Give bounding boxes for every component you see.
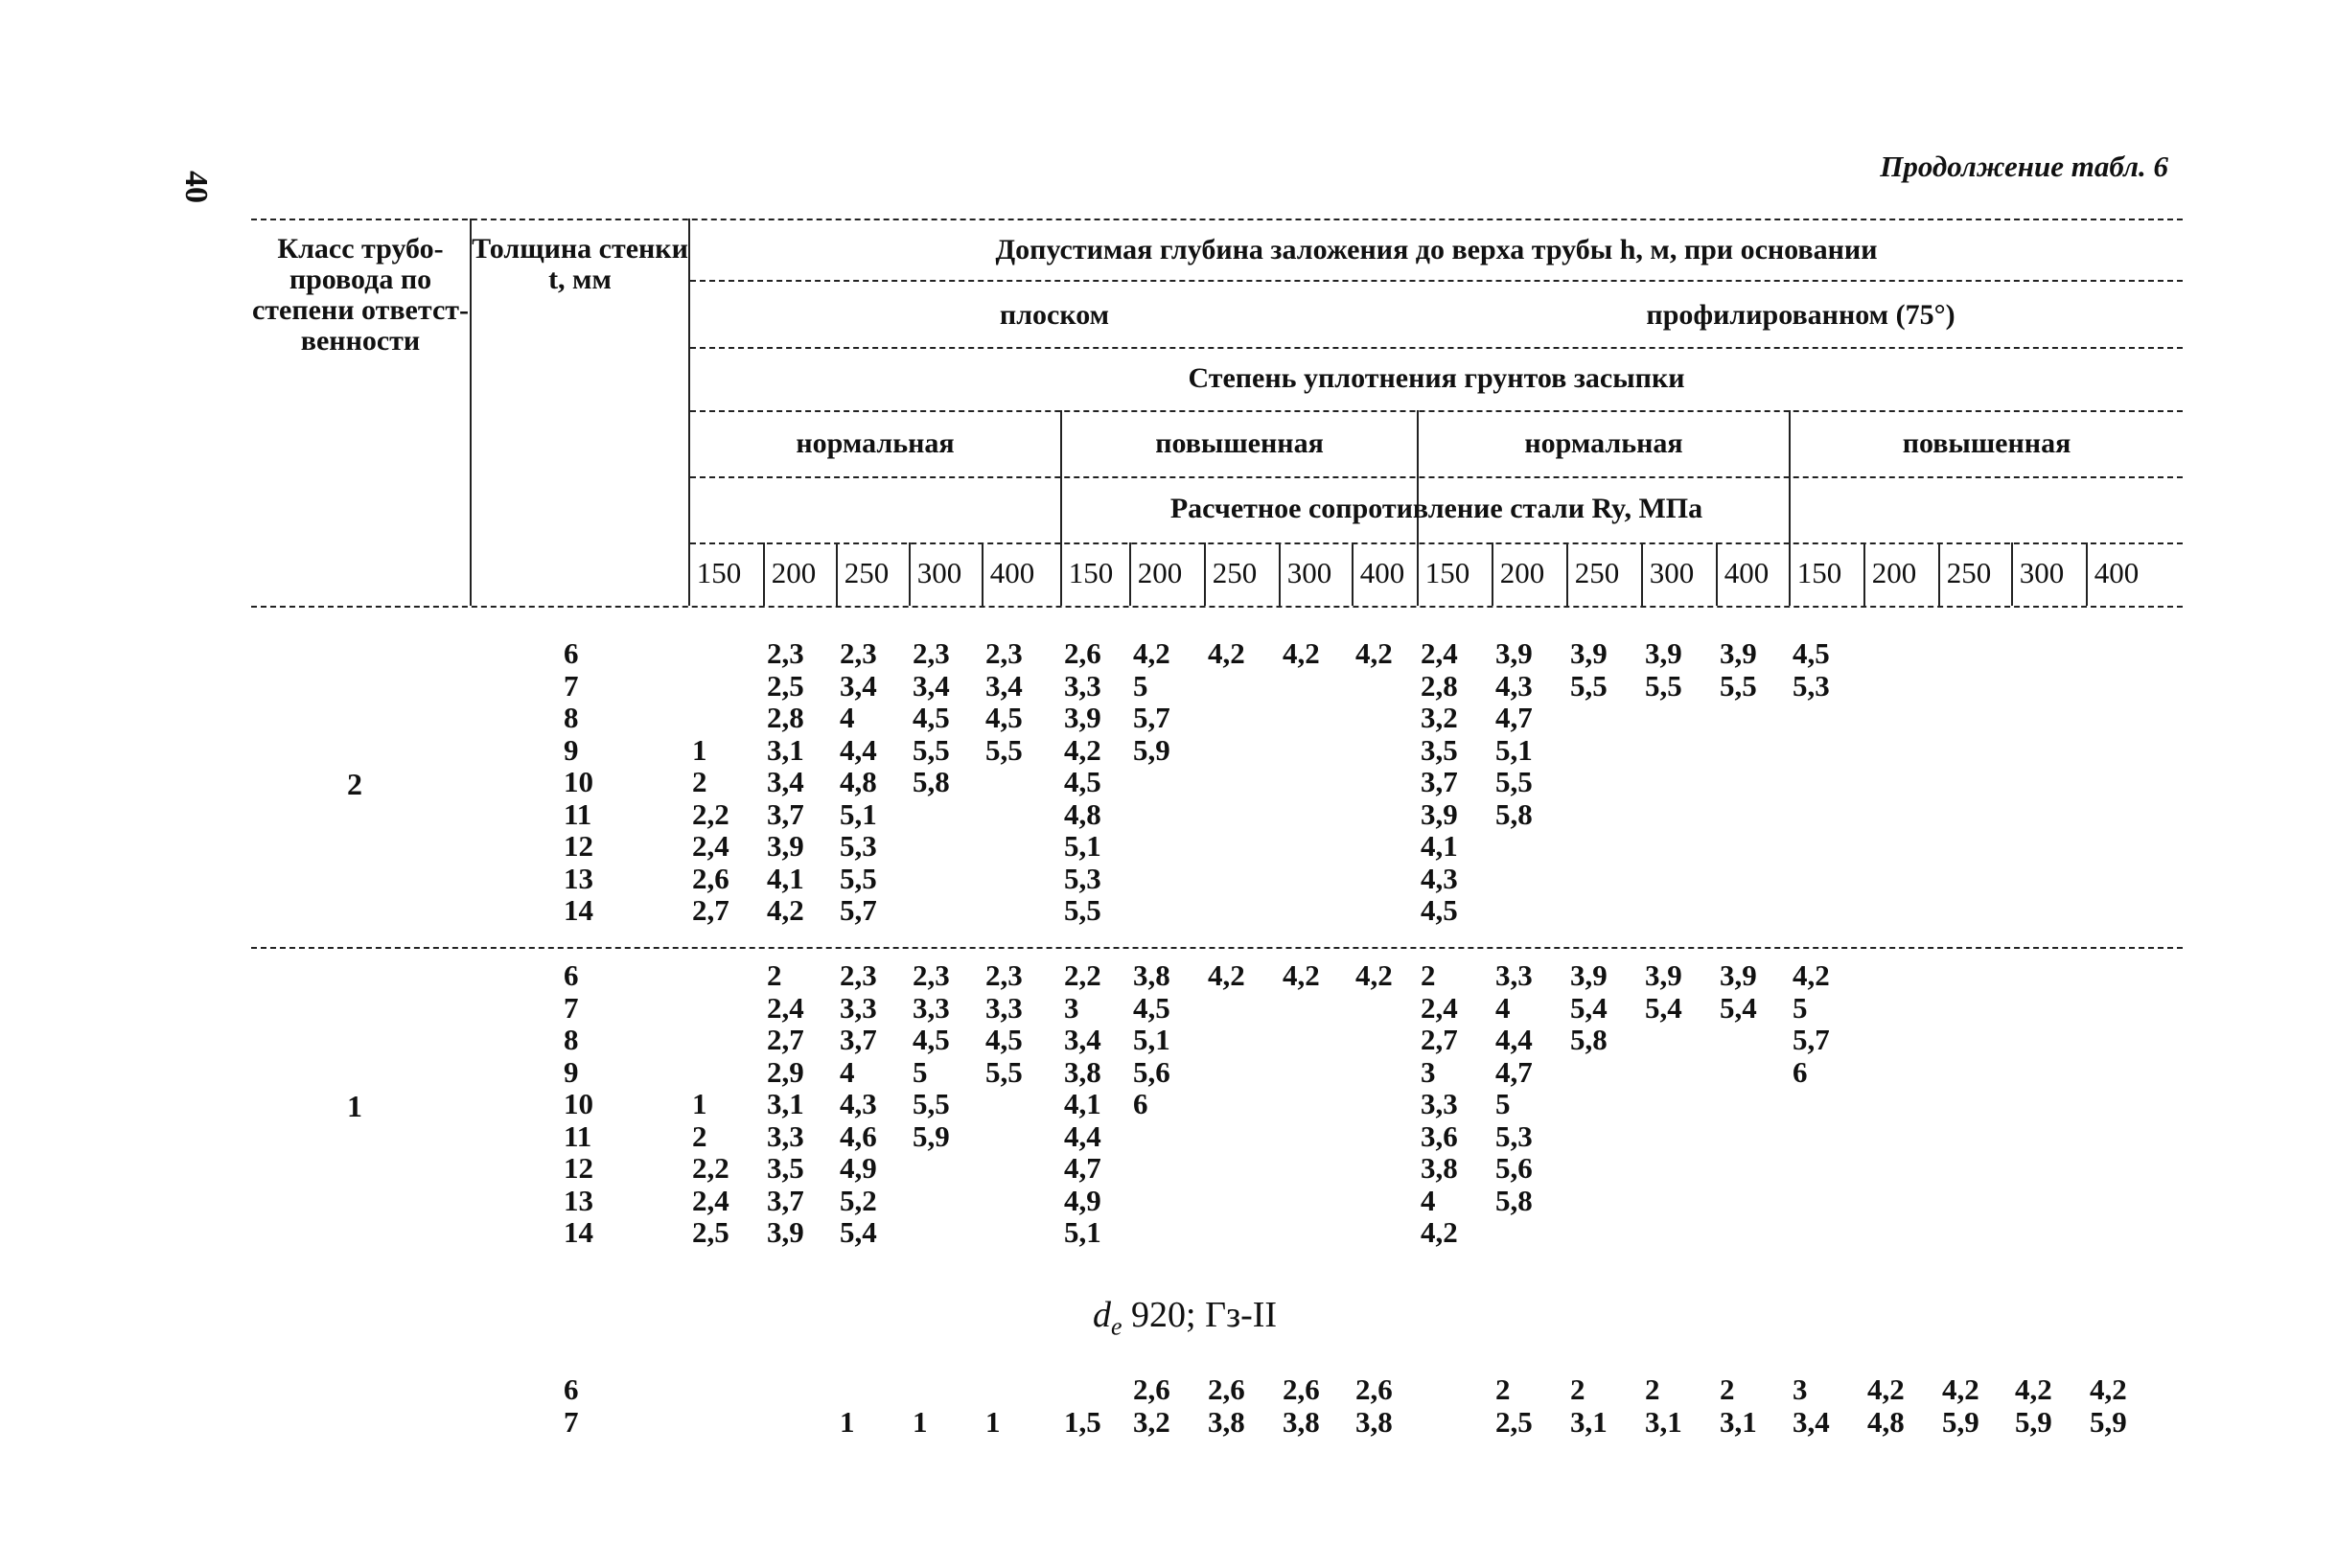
section-divider xyxy=(251,947,2183,949)
value-cell: 5,3 xyxy=(1793,668,1830,703)
value-cell: 4,5 xyxy=(913,1023,950,1056)
value-cell: 5,7 xyxy=(1793,1023,1830,1056)
resistance-col-divider xyxy=(1204,542,1206,606)
value-cell: 3,2 xyxy=(1133,1404,1170,1439)
value-cell: 2,6 xyxy=(1208,1372,1245,1406)
value-cell: 3,3 xyxy=(985,990,1023,1025)
thickness-cell: 13 xyxy=(564,861,593,895)
value-cell: 4,4 xyxy=(840,732,877,767)
value-cell: 3,4 xyxy=(1064,1023,1101,1056)
value-cell: 3,3 xyxy=(767,1118,804,1153)
table-continuation-label: Продолжение табл. 6 xyxy=(1880,150,2168,183)
value-cell: 3,2 xyxy=(1421,701,1458,734)
value-cell: 2,6 xyxy=(1283,1372,1320,1406)
resistance-value-cell: 150 xyxy=(696,556,742,589)
resistance-value-cell: 250 xyxy=(1574,556,1620,589)
value-cell: 3,8 xyxy=(1283,1404,1320,1439)
value-cell: 3,9 xyxy=(1570,636,1608,670)
value-cell: 2,6 xyxy=(692,861,729,895)
value-cell: 4,2 xyxy=(1208,636,1245,670)
value-cell: 2,8 xyxy=(767,701,804,734)
value-cell: 5,9 xyxy=(2015,1404,2052,1439)
value-cell: 1 xyxy=(692,732,707,767)
value-cell: 5,5 xyxy=(913,732,950,767)
value-cell: 6 xyxy=(1793,1054,1808,1089)
class-cell: 2 xyxy=(347,767,362,801)
resistance-col-divider xyxy=(2086,542,2088,606)
value-cell: 2,4 xyxy=(1421,636,1458,670)
value-cell: 2,3 xyxy=(767,636,804,670)
resistance-col-divider xyxy=(836,542,838,606)
resistance-value-cell: 400 xyxy=(2094,556,2140,589)
value-cell: 3,9 xyxy=(1495,636,1533,670)
value-cell: 4,8 xyxy=(840,765,877,798)
thickness-cell: 12 xyxy=(564,1151,593,1185)
value-cell: 4,5 xyxy=(1793,636,1830,670)
value-cell: 5 xyxy=(1495,1087,1511,1120)
thickness-cell: 6 xyxy=(564,1372,579,1406)
resistance-value-cell: 200 xyxy=(1871,556,1917,589)
value-cell: 3,7 xyxy=(1421,765,1458,798)
value-cell: 5,1 xyxy=(1064,1215,1101,1249)
resistance-value-cell: 400 xyxy=(1724,556,1770,589)
header-col-divider xyxy=(688,219,690,606)
header-rule xyxy=(690,476,2183,478)
resistance-col-divider xyxy=(1641,542,1643,606)
resistance-col-divider xyxy=(909,542,911,606)
resistance-value-cell: 200 xyxy=(1499,556,1545,589)
value-cell: 4,2 xyxy=(1208,958,1245,992)
header-rule xyxy=(690,410,2183,412)
value-cell: 2,2 xyxy=(692,1151,729,1185)
value-cell: 3,4 xyxy=(913,668,950,703)
value-cell: 2,3 xyxy=(840,636,877,670)
value-cell: 3,9 xyxy=(1645,636,1682,670)
value-cell: 3 xyxy=(1793,1372,1808,1406)
resistance-col-divider xyxy=(1566,542,1568,606)
value-cell: 3,7 xyxy=(767,796,804,831)
value-cell: 4 xyxy=(1495,990,1511,1025)
value-cell: 4,5 xyxy=(985,1023,1023,1056)
value-cell: 3,4 xyxy=(1793,1404,1830,1439)
value-cell: 3,3 xyxy=(913,990,950,1025)
value-cell: 5,5 xyxy=(1570,668,1608,703)
value-cell: 4,2 xyxy=(1942,1372,1979,1406)
header-normal-flat: нормальная xyxy=(796,427,955,459)
value-cell: 5,5 xyxy=(1645,668,1682,703)
value-cell: 2,5 xyxy=(767,668,804,703)
value-cell: 4,6 xyxy=(840,1118,877,1153)
thickness-cell: 11 xyxy=(564,1118,592,1153)
value-cell: 3 xyxy=(1421,1054,1436,1089)
value-cell: 4,2 xyxy=(1064,732,1101,767)
value-cell: 4,1 xyxy=(767,861,804,895)
value-cell: 5,6 xyxy=(1133,1054,1170,1089)
value-cell: 4 xyxy=(840,701,855,734)
value-cell: 5,5 xyxy=(985,1054,1023,1089)
header-profiled: профилированном (75°) xyxy=(1646,299,1955,331)
value-cell: 4,2 xyxy=(1283,958,1320,992)
value-cell: 5,5 xyxy=(985,732,1023,767)
value-cell: 4,9 xyxy=(840,1151,877,1185)
value-cell: 5,5 xyxy=(1064,893,1101,927)
thickness-cell: 14 xyxy=(564,893,593,927)
value-cell: 3,9 xyxy=(1570,958,1608,992)
value-cell: 3,1 xyxy=(767,1087,804,1120)
value-cell: 4,4 xyxy=(1064,1118,1101,1153)
value-cell: 2,3 xyxy=(985,636,1023,670)
value-cell: 5,7 xyxy=(840,893,877,927)
value-cell: 4,1 xyxy=(1064,1087,1101,1120)
value-cell: 3,7 xyxy=(840,1023,877,1056)
value-cell: 3,9 xyxy=(1720,958,1757,992)
value-cell: 5,4 xyxy=(1720,990,1757,1025)
thickness-cell: 14 xyxy=(564,1215,593,1249)
value-cell: 2 xyxy=(1495,1372,1511,1406)
resistance-value-cell: 200 xyxy=(771,556,817,589)
value-cell: 5,1 xyxy=(1495,732,1533,767)
value-cell: 3,5 xyxy=(767,1151,804,1185)
value-cell: 5,4 xyxy=(1570,990,1608,1025)
value-cell: 2,7 xyxy=(767,1023,804,1056)
thickness-cell: 10 xyxy=(564,765,593,798)
value-cell: 3,7 xyxy=(767,1183,804,1217)
resistance-col-divider xyxy=(1129,542,1131,606)
value-cell: 3,8 xyxy=(1421,1151,1458,1185)
value-cell: 2,6 xyxy=(1064,636,1101,670)
value-cell: 2,5 xyxy=(1495,1404,1533,1439)
value-cell: 4,4 xyxy=(1495,1023,1533,1056)
value-cell: 4,3 xyxy=(1495,668,1533,703)
value-cell: 4,1 xyxy=(1421,829,1458,863)
thickness-cell: 6 xyxy=(564,958,579,992)
thickness-cell: 9 xyxy=(564,732,579,767)
value-cell: 4,2 xyxy=(2015,1372,2052,1406)
value-cell: 3 xyxy=(1064,990,1079,1025)
value-cell: 2,3 xyxy=(985,958,1023,992)
value-cell: 2,4 xyxy=(692,1183,729,1217)
thickness-cell: 13 xyxy=(564,1183,593,1217)
resistance-col-divider xyxy=(1492,542,1493,606)
value-cell: 2,3 xyxy=(913,958,950,992)
value-cell: 4 xyxy=(840,1054,855,1089)
resistance-col-divider xyxy=(763,542,765,606)
resistance-col-divider xyxy=(1863,542,1865,606)
value-cell: 4,7 xyxy=(1064,1151,1101,1185)
value-cell: 2,2 xyxy=(1064,958,1101,992)
header-flat: плоском xyxy=(999,299,1110,331)
thickness-cell: 11 xyxy=(564,796,592,831)
value-cell: 4,8 xyxy=(1867,1404,1905,1439)
value-cell: 1 xyxy=(692,1087,707,1120)
value-cell: 3,9 xyxy=(1645,958,1682,992)
value-cell: 4,5 xyxy=(913,701,950,734)
value-cell: 3,3 xyxy=(1421,1087,1458,1120)
value-cell: 5,5 xyxy=(1495,765,1533,798)
resistance-value-cell: 250 xyxy=(1946,556,1992,589)
value-cell: 5,5 xyxy=(840,861,877,895)
value-cell: 2,4 xyxy=(1421,990,1458,1025)
resistance-col-divider xyxy=(982,542,983,606)
value-cell: 5,9 xyxy=(1942,1404,1979,1439)
value-cell: 4,2 xyxy=(1355,958,1393,992)
value-cell: 1 xyxy=(913,1404,928,1439)
value-cell: 4,2 xyxy=(1355,636,1393,670)
header-increased-profiled: повышенная xyxy=(1902,427,2071,459)
value-cell: 4,2 xyxy=(1867,1372,1905,1406)
value-cell: 5,8 xyxy=(1570,1023,1608,1056)
value-cell: 4,9 xyxy=(1064,1183,1101,1217)
value-cell: 4,7 xyxy=(1495,1054,1533,1089)
resistance-value-cell: 400 xyxy=(989,556,1035,589)
value-cell: 4,5 xyxy=(985,701,1023,734)
value-cell: 3,9 xyxy=(767,1215,804,1249)
value-cell: 4,2 xyxy=(2090,1372,2127,1406)
value-cell: 1 xyxy=(840,1404,855,1439)
value-cell: 2 xyxy=(1421,958,1436,992)
value-cell: 5,7 xyxy=(1133,701,1170,734)
value-cell: 5,4 xyxy=(840,1215,877,1249)
value-cell: 4 xyxy=(1421,1183,1436,1217)
value-cell: 1 xyxy=(985,1404,1001,1439)
resistance-value-cell: 150 xyxy=(1068,556,1114,589)
value-cell: 2,7 xyxy=(1421,1023,1458,1056)
value-cell: 1,5 xyxy=(1064,1404,1101,1439)
value-cell: 5,9 xyxy=(1133,732,1170,767)
header-increased-flat: повышенная xyxy=(1155,427,1324,459)
thickness-cell: 8 xyxy=(564,1023,579,1056)
thickness-cell: 7 xyxy=(564,668,579,703)
value-cell: 2 xyxy=(1570,1372,1585,1406)
value-cell: 3,4 xyxy=(840,668,877,703)
thickness-cell: 9 xyxy=(564,1054,579,1089)
thickness-cell: 12 xyxy=(564,829,593,863)
thickness-cell: 6 xyxy=(564,636,579,670)
value-cell: 5,5 xyxy=(913,1087,950,1120)
header-compaction: Степень уплотнения грунтов засыпки xyxy=(1188,362,1685,394)
value-cell: 2,7 xyxy=(692,893,729,927)
value-cell: 3,4 xyxy=(767,765,804,798)
value-cell: 5 xyxy=(913,1054,928,1089)
value-cell: 3,1 xyxy=(1570,1404,1608,1439)
resistance-value-cell: 300 xyxy=(1286,556,1332,589)
value-cell: 2 xyxy=(692,765,707,798)
value-cell: 4,2 xyxy=(1421,1215,1458,1249)
value-cell: 4,5 xyxy=(1133,990,1170,1025)
value-cell: 4,8 xyxy=(1064,796,1101,831)
value-cell: 5,2 xyxy=(840,1183,877,1217)
value-cell: 2,3 xyxy=(840,958,877,992)
section-subtitle: $d_e$ 920; Гз-II xyxy=(1093,1295,1278,1341)
resistance-col-divider xyxy=(1716,542,1718,606)
resistance-value-cell: 300 xyxy=(1649,556,1695,589)
resistance-value-cell: 150 xyxy=(1796,556,1842,589)
resistance-col-divider xyxy=(1938,542,1940,606)
value-cell: 3,1 xyxy=(767,732,804,767)
value-cell: 5,8 xyxy=(913,765,950,798)
value-cell: 5 xyxy=(1133,668,1148,703)
resistance-value-cell: 300 xyxy=(916,556,962,589)
thickness-cell: 10 xyxy=(564,1087,593,1120)
header-thickness: Толщина стенки t, мм xyxy=(472,233,688,295)
value-cell: 3,1 xyxy=(1645,1404,1682,1439)
value-cell: 3,6 xyxy=(1421,1118,1458,1153)
header-top-rule xyxy=(251,219,2183,220)
resistance-col-divider xyxy=(1352,542,1354,606)
class-cell: 1 xyxy=(347,1089,362,1123)
resistance-value-cell: 250 xyxy=(844,556,890,589)
value-cell: 4,7 xyxy=(1495,701,1533,734)
value-cell: 2,6 xyxy=(1133,1372,1170,1406)
value-cell: 2 xyxy=(692,1118,707,1153)
value-cell: 2,8 xyxy=(1421,668,1458,703)
value-cell: 2,6 xyxy=(1355,1372,1393,1406)
thickness-cell: 7 xyxy=(564,990,579,1025)
value-cell: 5,8 xyxy=(1495,796,1533,831)
page-number: 40 xyxy=(178,171,214,203)
value-cell: 3,4 xyxy=(985,668,1023,703)
value-cell: 5,6 xyxy=(1495,1151,1533,1185)
value-cell: 4,5 xyxy=(1421,893,1458,927)
value-cell: 5,1 xyxy=(840,796,877,831)
value-cell: 3,1 xyxy=(1720,1404,1757,1439)
value-cell: 3,9 xyxy=(1720,636,1757,670)
resistance-col-divider xyxy=(2011,542,2013,606)
value-cell: 5,8 xyxy=(1495,1183,1533,1217)
value-cell: 3,9 xyxy=(1064,701,1101,734)
value-cell: 2,5 xyxy=(692,1215,729,1249)
value-cell: 3,8 xyxy=(1355,1404,1393,1439)
value-cell: 5 xyxy=(1793,990,1808,1025)
thickness-cell: 7 xyxy=(564,1404,579,1439)
value-cell: 4,5 xyxy=(1064,765,1101,798)
value-cell: 5,3 xyxy=(1495,1118,1533,1153)
value-cell: 3,3 xyxy=(840,990,877,1025)
value-cell: 5,1 xyxy=(1064,829,1101,863)
resistance-col-divider xyxy=(1279,542,1281,606)
thickness-cell: 8 xyxy=(564,701,579,734)
value-cell: 4,2 xyxy=(1283,636,1320,670)
value-cell: 3,8 xyxy=(1133,958,1170,992)
value-cell: 3,9 xyxy=(767,829,804,863)
header-depth: Допустимая глубина заложения до верха трубы h, м, при основании xyxy=(995,234,1878,265)
value-cell: 2,4 xyxy=(767,990,804,1025)
value-cell: 5,3 xyxy=(1064,861,1101,895)
header-normal-profiled: нормальная xyxy=(1524,427,1683,459)
resistance-value-cell: 250 xyxy=(1212,556,1258,589)
value-cell: 3,3 xyxy=(1495,958,1533,992)
value-cell: 4,3 xyxy=(1421,861,1458,895)
header-resistance: Расчетное сопротивление стали Ry, МПа xyxy=(1169,493,1703,524)
value-cell: 6 xyxy=(1133,1087,1148,1120)
value-cell: 3,9 xyxy=(1421,796,1458,831)
resistance-value-cell: 150 xyxy=(1424,556,1470,589)
value-cell: 2,2 xyxy=(692,796,729,831)
value-cell: 2 xyxy=(1720,1372,1735,1406)
resistance-value-cell: 400 xyxy=(1359,556,1405,589)
resistance-value-cell: 200 xyxy=(1137,556,1183,589)
value-cell: 4,2 xyxy=(1793,958,1830,992)
value-cell: 4,2 xyxy=(767,893,804,927)
header-class: Класс трубо-провода по степени ответст-венности xyxy=(251,233,470,357)
value-cell: 5,1 xyxy=(1133,1023,1170,1056)
header-rule xyxy=(690,347,2183,349)
value-cell: 2,9 xyxy=(767,1054,804,1089)
resistance-value-cell: 300 xyxy=(2019,556,2065,589)
value-cell: 2,4 xyxy=(692,829,729,863)
header-rule xyxy=(690,280,2183,282)
value-cell: 3,5 xyxy=(1421,732,1458,767)
value-cell: 5,9 xyxy=(2090,1404,2127,1439)
value-cell: 2 xyxy=(1645,1372,1660,1406)
header-bottom-rule xyxy=(251,606,2183,608)
value-cell: 3,8 xyxy=(1208,1404,1245,1439)
value-cell: 3,3 xyxy=(1064,668,1101,703)
value-cell: 5,4 xyxy=(1645,990,1682,1025)
value-cell: 5,9 xyxy=(913,1118,950,1153)
value-cell: 3,8 xyxy=(1064,1054,1101,1089)
value-cell: 5,3 xyxy=(840,829,877,863)
value-cell: 4,3 xyxy=(840,1087,877,1120)
value-cell: 5,5 xyxy=(1720,668,1757,703)
value-cell: 2,3 xyxy=(913,636,950,670)
header-rule xyxy=(690,542,2183,544)
value-cell: 4,2 xyxy=(1133,636,1170,670)
value-cell: 2 xyxy=(767,958,782,992)
